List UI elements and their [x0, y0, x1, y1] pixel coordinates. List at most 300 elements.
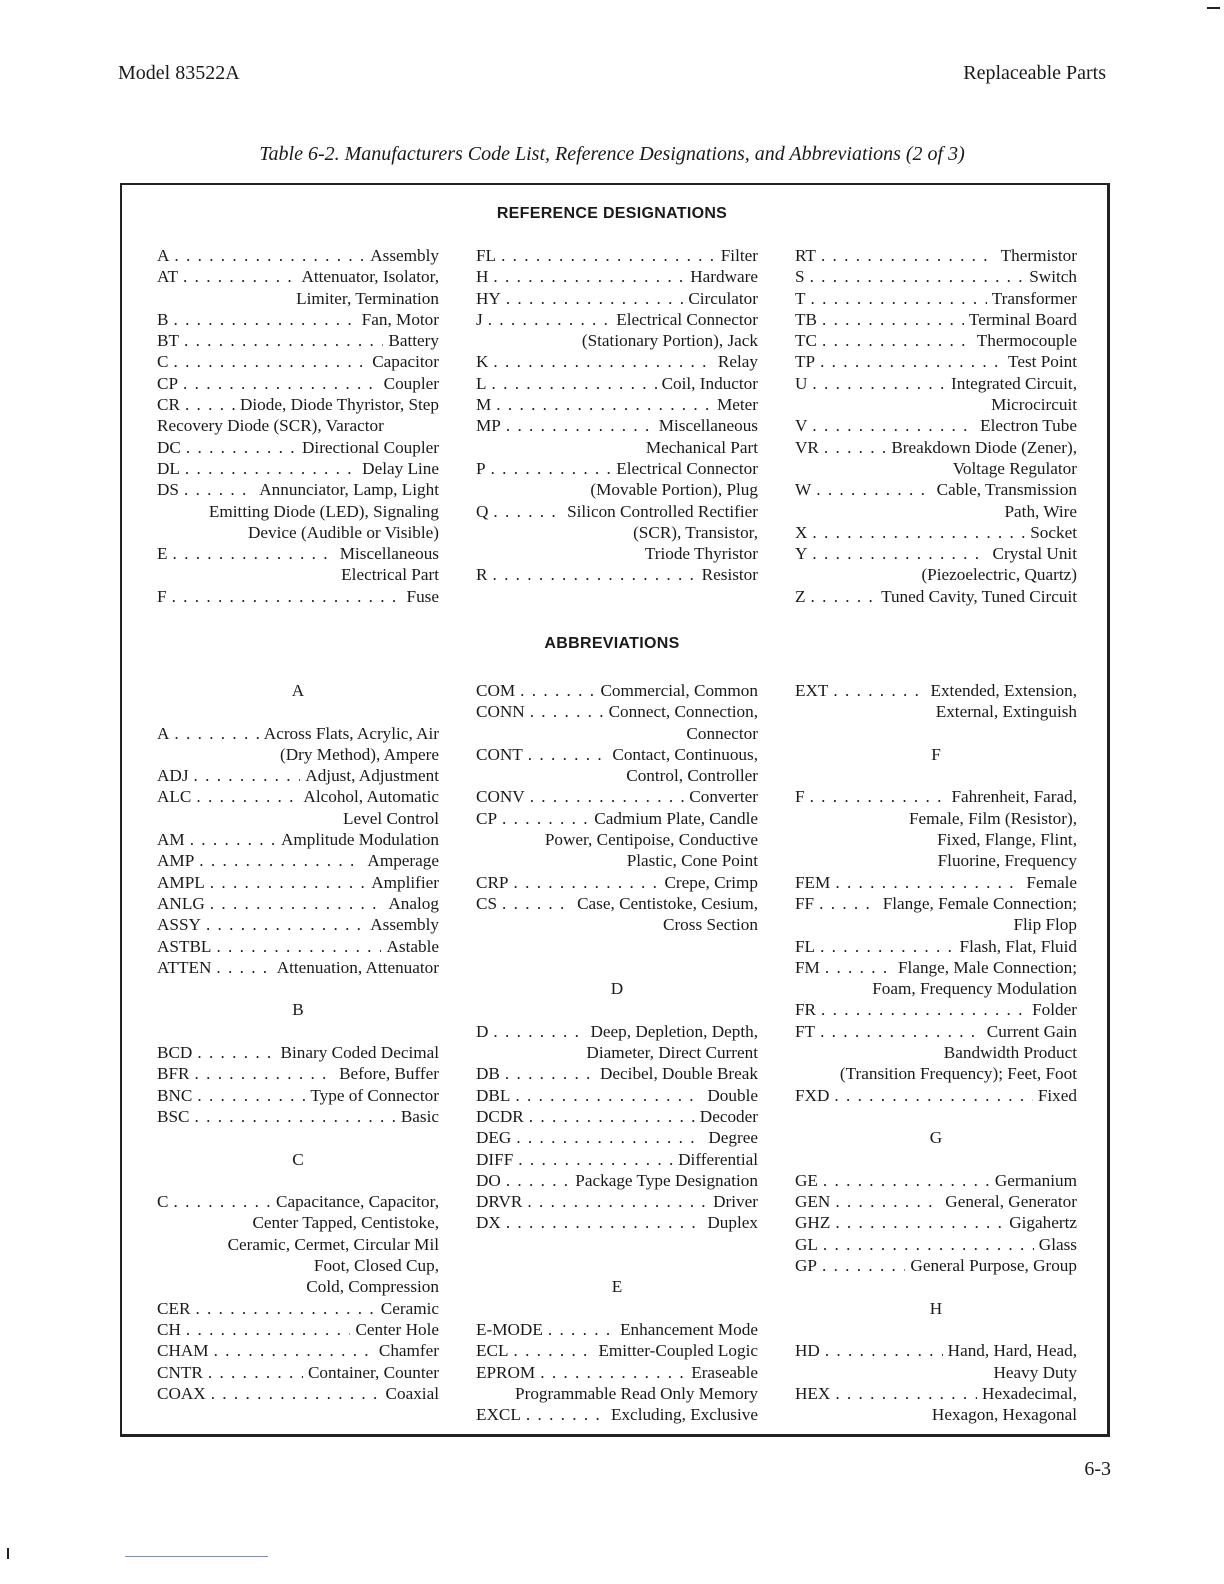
entry-line	[476, 1063, 758, 1084]
entry-line	[476, 1340, 758, 1361]
entry-code: CER	[157, 1298, 191, 1318]
leader-dots	[528, 744, 608, 765]
entry-continuation: (Movable Portion), Plug	[590, 480, 758, 500]
entry-code: TC	[795, 331, 817, 351]
entry-definition: Breakdown Diode (Zener),	[891, 437, 1077, 457]
entry-line	[795, 437, 1077, 458]
entry	[476, 1191, 758, 1212]
entry-code: F	[795, 787, 805, 807]
entry	[476, 288, 758, 309]
entry-code: MP	[476, 416, 501, 436]
entry-continuation: Microcircuit	[991, 395, 1077, 415]
entry-definition: Adjust, Adjustment	[305, 766, 439, 786]
entry-definition: Hardware	[690, 267, 758, 287]
entry-code: DO	[476, 1170, 501, 1190]
entry-definition: Commercial, Common	[600, 681, 758, 700]
entry-continuation: (Dry Method), Ampere	[280, 744, 439, 764]
entry-code: DX	[476, 1213, 501, 1233]
entry-code: Q	[476, 501, 489, 521]
entry-definition: Miscellaneous	[339, 544, 439, 564]
entry-continuation: Path, Wire	[1004, 501, 1077, 521]
entry-line	[157, 394, 439, 415]
entry-line	[476, 786, 758, 807]
leader-dots	[199, 850, 362, 871]
entry-line	[476, 1170, 758, 1191]
entry-code: BSC	[157, 1106, 190, 1126]
entry-code: CS	[476, 893, 498, 913]
entry-definition: Current Gain	[986, 1021, 1077, 1041]
entry-definition: Basic	[400, 1106, 439, 1126]
entry-continuation: Programmable Read Only Memory	[515, 1383, 758, 1403]
entry-definition: Attenuator, Isolator,	[301, 267, 439, 287]
leader-dots	[506, 288, 683, 309]
entry-line	[157, 458, 439, 479]
entry	[157, 765, 439, 786]
leader-dots	[174, 723, 258, 744]
entry-line	[795, 1170, 1077, 1191]
leader-dots	[530, 786, 685, 807]
entry-continuation: Foam, Frequency Modulation	[872, 979, 1077, 999]
entry-line	[476, 564, 758, 585]
entry-line	[795, 1191, 1077, 1212]
leader-dots	[520, 680, 595, 701]
entry-line	[157, 1340, 439, 1361]
leader-dots	[514, 872, 660, 893]
leader-dots	[820, 351, 1003, 372]
entry-definition: Fan, Motor	[361, 309, 439, 329]
entry-line	[795, 479, 1077, 500]
entry-continuation: (Transition Frequency); Feet, Foot	[839, 1064, 1077, 1084]
entry-definition: Across Flats, Acrylic, Air	[263, 723, 439, 743]
entry-line	[795, 309, 1077, 330]
entry-definition: Flange, Male Connection;	[897, 957, 1077, 977]
entry-definition: Double	[707, 1085, 758, 1105]
entry-code: EXCL	[476, 1405, 521, 1425]
entry-code: AM	[157, 830, 185, 850]
entry-line	[476, 808, 758, 829]
entry	[795, 936, 1077, 957]
model-header: Model 83522A	[118, 62, 240, 84]
entry-code: E-MODE	[476, 1319, 543, 1339]
entry	[795, 266, 1077, 287]
entry-code: AMPL	[157, 872, 205, 892]
leader-dots	[834, 1085, 1032, 1106]
entry-code: GHZ	[795, 1213, 831, 1233]
entry-line	[157, 437, 439, 458]
entry-definition: Battery	[388, 331, 439, 351]
entry-definition: Fuse	[406, 586, 439, 606]
entry-line	[795, 330, 1077, 351]
entry-line	[476, 1021, 758, 1042]
entry-code: Z	[795, 586, 806, 606]
entry	[476, 1212, 758, 1233]
entry-definition: General, Generator	[945, 1192, 1077, 1212]
leader-dots	[195, 1063, 335, 1084]
entry-line	[476, 1127, 758, 1148]
entry-code: BNC	[157, 1085, 193, 1105]
entry	[476, 808, 758, 872]
entry-line	[795, 893, 1077, 914]
entry	[157, 957, 439, 978]
entry-line	[157, 1085, 439, 1106]
entry-line	[795, 1212, 1077, 1233]
entry-line	[157, 1298, 439, 1319]
entry	[795, 1234, 1077, 1255]
entry-line	[795, 999, 1077, 1020]
entry-line	[476, 680, 758, 701]
entry-code: FXD	[795, 1085, 830, 1105]
entry-definition: Differential	[678, 1149, 758, 1169]
entry-code: TP	[795, 352, 816, 372]
entry-line	[157, 1042, 439, 1063]
entry-line	[795, 872, 1077, 893]
entry-continuation: (SCR), Transistor,	[633, 522, 758, 542]
entry-continuation: Foot, Closed Cup,	[313, 1256, 439, 1276]
entry	[157, 1383, 439, 1404]
entry	[795, 479, 1077, 522]
spacer	[157, 701, 439, 722]
spacer	[157, 978, 439, 999]
entry	[157, 850, 439, 871]
entry-line	[476, 744, 758, 765]
entry-definition: Filter	[720, 246, 758, 265]
leader-dots	[493, 266, 685, 287]
entry	[795, 373, 1077, 416]
entry	[476, 1106, 758, 1127]
entry	[157, 1340, 439, 1361]
entry-definition: Amperage	[367, 851, 439, 871]
entry-code: B	[157, 309, 169, 329]
entry-continuation: Hexagon, Hexagonal	[931, 1405, 1077, 1425]
entry-code: E	[157, 544, 168, 564]
entry-code: CH	[157, 1319, 181, 1339]
entry-line	[157, 765, 439, 786]
entry-code: C	[157, 352, 169, 372]
leader-dots	[506, 1212, 703, 1233]
entry-continuation: Bandwidth Product	[943, 1043, 1077, 1063]
entry-definition: Binary Coded Decimal	[280, 1043, 439, 1063]
entry-line	[476, 1212, 758, 1233]
entry	[476, 680, 758, 701]
leader-dots	[825, 957, 893, 978]
entry-definition: Eraseable	[691, 1362, 758, 1382]
section-letter: A	[291, 681, 305, 700]
entry	[157, 786, 439, 829]
entry-definition: Capacitor	[372, 352, 439, 372]
entry	[476, 394, 758, 415]
entry-code: L	[476, 373, 487, 393]
spacer	[476, 1255, 758, 1276]
entry-definition: Relay	[717, 352, 758, 372]
entry	[795, 1191, 1077, 1212]
entry-line	[476, 415, 758, 436]
entry-line	[157, 479, 439, 500]
entry	[795, 1212, 1077, 1233]
page-number: 6-3	[1084, 1458, 1111, 1480]
entry-continuation: Ceramic, Cermet, Circular Mil	[227, 1234, 439, 1254]
entry-definition: Coupler	[383, 373, 439, 393]
leader-dots	[197, 1042, 275, 1063]
section-letter: C	[292, 1149, 304, 1169]
entry-definition: Enhancement Mode	[620, 1319, 758, 1339]
entry-line	[157, 786, 439, 807]
spacer	[795, 723, 1077, 744]
entry-line	[795, 936, 1077, 957]
entry-line	[795, 1234, 1077, 1255]
entry	[157, 351, 439, 372]
scan-artifact-line	[125, 1556, 268, 1557]
leader-dots	[492, 564, 696, 585]
entry-code: CRP	[476, 872, 509, 892]
section-letter: E	[611, 1277, 623, 1297]
entry-code: H	[476, 267, 489, 287]
entry-code: CONV	[476, 787, 525, 807]
entry-continuation: Limiter, Termination	[296, 288, 439, 308]
leader-dots	[491, 458, 612, 479]
leader-dots	[516, 1127, 703, 1148]
entry-definition: Thermocouple	[976, 331, 1077, 351]
leader-dots	[812, 415, 975, 436]
entry	[476, 564, 758, 585]
leader-dots	[493, 501, 562, 522]
entry-definition: Assembly	[370, 246, 439, 265]
leader-dots	[835, 1212, 1004, 1233]
entry-definition: Center Hole	[355, 1319, 439, 1339]
entry-code: X	[795, 522, 808, 542]
entry	[795, 957, 1077, 1000]
entry-code: ALC	[157, 787, 192, 807]
table-caption: Table 6-2. Manufacturers Code List, Reference Designations, and Abbreviations (2 of 3)	[259, 143, 965, 165]
entry-code: EPROM	[476, 1362, 536, 1382]
leader-dots	[505, 1063, 595, 1084]
leader-dots	[197, 1085, 305, 1106]
entry-line	[795, 522, 1077, 543]
entry	[795, 522, 1077, 543]
entry-definition: Crystal Unit	[992, 544, 1077, 564]
entry-code: RT	[795, 246, 816, 265]
section-header: Replaceable Parts	[963, 62, 1106, 84]
leader-dots	[196, 786, 298, 807]
leader-dots	[526, 1404, 606, 1425]
leader-dots	[823, 1170, 990, 1191]
abbr-column-2	[476, 680, 758, 1425]
entry	[795, 893, 1077, 936]
entry-code: ATTEN	[157, 957, 212, 977]
entry-line	[157, 1383, 439, 1404]
entry-code: FR	[795, 1000, 817, 1020]
entry	[476, 415, 758, 458]
entry-code: DC	[157, 437, 181, 457]
entry-code: DRVR	[476, 1192, 523, 1212]
entry-code: DEG	[476, 1128, 512, 1148]
spacer	[795, 1149, 1077, 1170]
leader-dots	[488, 309, 612, 330]
entry-definition: Tuned Cavity, Tuned Circuit	[881, 586, 1077, 606]
entry	[795, 1021, 1077, 1085]
entry-definition: Coaxial	[385, 1383, 439, 1403]
entry	[476, 1340, 758, 1361]
entry-code: GP	[795, 1256, 817, 1276]
entry-code: DL	[157, 458, 180, 478]
entry-code: FM	[795, 957, 820, 977]
entry-definition: Transformer	[991, 288, 1077, 308]
entry-code: F	[157, 586, 167, 606]
entry-continuation: Cold, Compression	[306, 1277, 439, 1297]
entry-definition: Cadmium Plate, Candle	[594, 808, 758, 828]
leader-dots	[186, 437, 297, 458]
entry	[476, 872, 758, 893]
entry-code: ADJ	[157, 766, 189, 786]
entry-definition: Hand, Hard, Head,	[947, 1341, 1077, 1361]
entry-line	[157, 936, 439, 957]
entry-code: K	[476, 352, 489, 372]
entry-line	[795, 680, 1077, 701]
entry	[157, 479, 439, 543]
entry	[795, 872, 1077, 893]
ref-column-3	[795, 245, 1077, 607]
entry-code: ANLG	[157, 893, 205, 913]
entry	[476, 786, 758, 807]
entry-code: HY	[476, 288, 501, 308]
entry-code: CHAM	[157, 1341, 209, 1361]
spacer	[476, 1298, 758, 1319]
entry-code: CNTR	[157, 1362, 203, 1382]
entry-line	[795, 373, 1077, 394]
entry-definition: Attenuation, Attenuator	[276, 957, 439, 977]
entry	[157, 1191, 439, 1297]
entry-line	[157, 850, 439, 871]
leader-dots	[206, 914, 365, 935]
entry-code: DIFF	[476, 1149, 514, 1169]
entry-line	[157, 330, 439, 351]
entry-definition: Delay Line	[362, 458, 439, 478]
entry-code: D	[476, 1021, 489, 1041]
reference-designations-title: REFERENCE DESIGNATIONS	[496, 205, 728, 222]
entry-definition: Fahrenheit, Farad,	[951, 787, 1077, 807]
entry	[157, 1063, 439, 1084]
entry-definition: Package Type Designation	[575, 1170, 758, 1190]
margin-mark	[7, 1548, 9, 1559]
entry	[157, 723, 439, 766]
entry-definition: Glass	[1038, 1234, 1077, 1254]
leader-dots	[835, 872, 1021, 893]
entry-code: R	[476, 565, 488, 585]
leader-dots	[502, 893, 572, 914]
entry-continuation: Recovery Diode (SCR), Varactor	[157, 416, 384, 436]
entry	[157, 1362, 439, 1383]
entry-line	[157, 373, 439, 394]
entry-code: FL	[476, 246, 497, 265]
entry-definition: Converter	[689, 787, 758, 807]
entry-definition: Type of Connector	[310, 1085, 439, 1105]
entry-continuation: External, Extinguish	[935, 702, 1077, 722]
entry-definition: Case, Centistoke, Cesium,	[577, 893, 758, 913]
leader-dots	[540, 1362, 686, 1383]
leader-dots	[493, 351, 712, 372]
entry	[795, 1383, 1077, 1426]
entry-code: BFR	[157, 1064, 190, 1084]
leader-dots	[835, 1383, 977, 1404]
entry-definition: Hexadecimal,	[982, 1383, 1077, 1403]
entry-continuation: Diameter, Direct Current	[586, 1043, 758, 1063]
entry-line	[795, 1255, 1077, 1276]
entry-code: FEM	[795, 872, 831, 892]
leader-dots	[825, 1340, 943, 1361]
entry-code: ASTBL	[157, 936, 212, 956]
entry	[157, 309, 439, 330]
entry	[157, 330, 439, 351]
entry-code: CONT	[476, 744, 523, 764]
leader-dots	[211, 1383, 381, 1404]
entry-line	[795, 415, 1077, 436]
entry	[795, 786, 1077, 871]
abbreviations-title: ABBREVIATIONS	[544, 635, 680, 652]
entry	[795, 999, 1077, 1020]
entry-line	[795, 1383, 1077, 1404]
leader-dots	[184, 330, 383, 351]
entry-continuation: Plastic, Cone Point	[626, 851, 758, 871]
spacer	[795, 1319, 1077, 1340]
entry-definition: Socket	[1030, 522, 1077, 542]
corner-mark	[1207, 7, 1220, 9]
entry-continuation: Heavy Duty	[993, 1362, 1077, 1382]
entry-continuation: Voltage Regulator	[952, 458, 1077, 478]
entry-line	[795, 288, 1077, 309]
entry	[476, 1319, 758, 1340]
entry-definition: General Purpose, Group	[910, 1256, 1077, 1276]
leader-dots	[810, 266, 1025, 287]
entry-code: S	[795, 267, 805, 287]
entry-code: TB	[795, 309, 817, 329]
entry	[157, 373, 439, 394]
entry-definition: Electrical Connector	[616, 309, 758, 329]
entry-definition: Gigahertz	[1009, 1213, 1077, 1233]
entry	[795, 1085, 1077, 1106]
entry-definition: Electron Tube	[980, 416, 1077, 436]
leader-dots	[195, 1106, 396, 1127]
leader-dots	[173, 309, 356, 330]
entry	[795, 1170, 1077, 1191]
entry-line	[476, 245, 758, 266]
leader-dots	[824, 437, 886, 458]
entry-definition: Female	[1026, 872, 1077, 892]
spacer	[795, 765, 1077, 786]
entry	[476, 1127, 758, 1148]
leader-dots	[515, 1085, 702, 1106]
entry-definition: Silicon Controlled Rectifier	[567, 501, 758, 521]
entry	[157, 872, 439, 893]
entry-definition: Folder	[1032, 1000, 1077, 1020]
entry-code: T	[795, 288, 806, 308]
leader-dots	[186, 1319, 351, 1340]
entry-definition: Diode, Diode Thyristor, Step	[239, 395, 439, 415]
entry-code: GE	[795, 1170, 818, 1190]
entry-definition: Flange, Female Connection;	[882, 893, 1077, 913]
leader-dots	[194, 765, 301, 786]
entry-continuation: Level Control	[343, 808, 439, 828]
entry-definition: Flash, Flat, Fluid	[959, 936, 1077, 956]
entry	[795, 415, 1077, 436]
entry-continuation: Flip Flop	[1013, 915, 1077, 935]
entry-definition: Deep, Depletion, Depth,	[590, 1021, 758, 1041]
entry-line	[157, 1362, 439, 1383]
entry-line	[157, 829, 439, 850]
leader-dots	[493, 1021, 585, 1042]
entry	[157, 437, 439, 458]
entry-line	[476, 701, 758, 722]
spacer	[476, 999, 758, 1020]
entry-definition: Capacitance, Capacitor,	[276, 1192, 439, 1212]
